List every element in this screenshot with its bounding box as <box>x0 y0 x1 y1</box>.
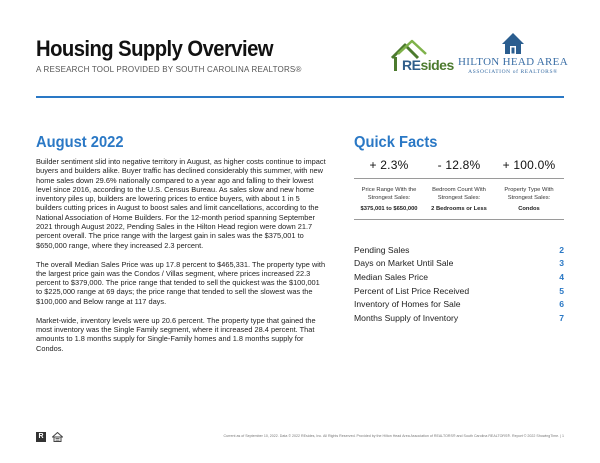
toc-item-inventory[interactable] <box>354 297 564 311</box>
quick-fact-value: + 2.3% <box>369 158 409 172</box>
quick-fact-answer: $375,001 to $650,000 <box>360 206 418 212</box>
resides-logo-suffix: sides <box>420 57 454 73</box>
quick-facts-labels <box>354 186 564 202</box>
hilton-head-name: HILTON HEAD AREA <box>458 56 568 68</box>
header-divider <box>36 96 564 98</box>
quick-fact-label: Price Range With the <box>361 187 417 193</box>
resides-logo-prefix: RE <box>402 57 421 73</box>
toc-page-number: 3 <box>559 258 564 269</box>
quick-facts-heading: Quick Facts <box>354 134 438 151</box>
quick-fact-label: Strongest Sales: <box>367 195 411 201</box>
toc-label: Pending Sales <box>354 244 410 255</box>
quick-fact-label: Strongest Sales: <box>507 195 551 201</box>
quick-fact-value: - 12.8% <box>437 158 481 172</box>
toc-page-number: 7 <box>559 312 564 323</box>
toc-label: Median Sales Price <box>354 271 429 282</box>
quick-fact-answer: 2 Bedrooms or Less <box>431 206 487 212</box>
toc-item-days-on-market[interactable] <box>354 257 564 271</box>
toc-label: Inventory of Homes for Sale <box>354 299 461 310</box>
hilton-head-sub: ASSOCIATION of REALTORS® <box>468 69 558 75</box>
quick-facts-values <box>354 158 564 172</box>
toc-item-months-supply[interactable] <box>354 311 564 325</box>
paragraph: The overall Median Sales Price was up 17.8 percent to $465,331. The property type with the largest price gain was the Condos / Villas segment, where prices increased 22.3 percent to $379,000. The price range that tended to sell the quickest was the $100,001 to $225,000 range at 69 days; the price range that tended to sell the slowest was the $100,000 and Below range at 117 days. <box>36 259 326 306</box>
table-of-contents <box>354 243 564 325</box>
toc-page-number: 2 <box>559 244 564 255</box>
quick-fact-label: Property Type With <box>504 187 554 193</box>
quick-facts-answers <box>354 206 564 212</box>
toc-item-pending-sales[interactable] <box>354 243 564 257</box>
equal-housing-icon <box>52 432 63 442</box>
page-title: Housing Supply Overview <box>36 36 273 61</box>
hilton-head-logo <box>458 30 568 76</box>
paragraph: Builder sentiment slid into negative territory in August, as higher costs continue to impact buyers and builders alike. Buyer traffic has declined considerably this summer, with new home sales down 29.6% nationally compared to a year ago and falling to their lowest level since 2016, according to the U.S. Census Bureau. As sales slow and new home inventory piles up, builders are lowering prices to entice buyers, with about 1 in 5 builders cutting prices in August to boost sales and limit cancellations, according to the National Association of Home Builders. For the 12-month period spanning September 2021 through August 2022, Pending Sales in the Hilton Head region were down 21.7 percent overall. The price range with the largest gain in sales was the $375,001 to $650,000 range, where they increased 2.3 percent. <box>36 157 326 250</box>
quick-facts-rule <box>354 178 564 179</box>
toc-page-number: 6 <box>559 299 564 310</box>
quick-fact-label: Strongest Sales: <box>437 195 481 201</box>
quick-facts-rule <box>354 219 564 220</box>
body-copy <box>36 157 326 362</box>
quick-fact-label: Bedroom Count With <box>432 187 486 193</box>
toc-label: Days on Market Until Sale <box>354 258 454 269</box>
toc-page-number: 5 <box>559 285 564 296</box>
paragraph: Market-wide, inventory levels were up 20.6 percent. The property type that gained the most inventory was the Single Family segment, where it increased 28.4 percent. That amounts to 1.8 months supply for Single-Family homes and 1.8 months supply for Condos. <box>36 315 316 353</box>
page-subtitle: A RESEARCH TOOL PROVIDED BY SOUTH CAROLINA REALTORS® <box>36 65 302 74</box>
footer-icons <box>36 432 76 444</box>
toc-label: Percent of List Price Received <box>354 285 470 296</box>
toc-page-number: 4 <box>559 271 564 282</box>
toc-label: Months Supply of Inventory <box>354 312 459 323</box>
realtor-r-icon: R <box>36 432 46 442</box>
quick-fact-value: + 100.0% <box>502 158 556 172</box>
month-heading: August 2022 <box>36 134 124 151</box>
resides-logo <box>388 38 454 74</box>
toc-item-median-sales-price[interactable] <box>354 270 564 284</box>
quick-fact-answer: Condos <box>518 206 540 212</box>
toc-item-percent-of-list-price[interactable] <box>354 284 564 298</box>
footer-text: Current as of September 10, 2022. Data © 2022 REsides, Inc. All Rights Reserved. Provided by the Hilton Head Area Association of REALTORS® and South Carolina REALTORS®. Report © 2022 ShowingTime. | 1 <box>223 434 564 438</box>
hilton-head-house-icon <box>458 30 568 56</box>
